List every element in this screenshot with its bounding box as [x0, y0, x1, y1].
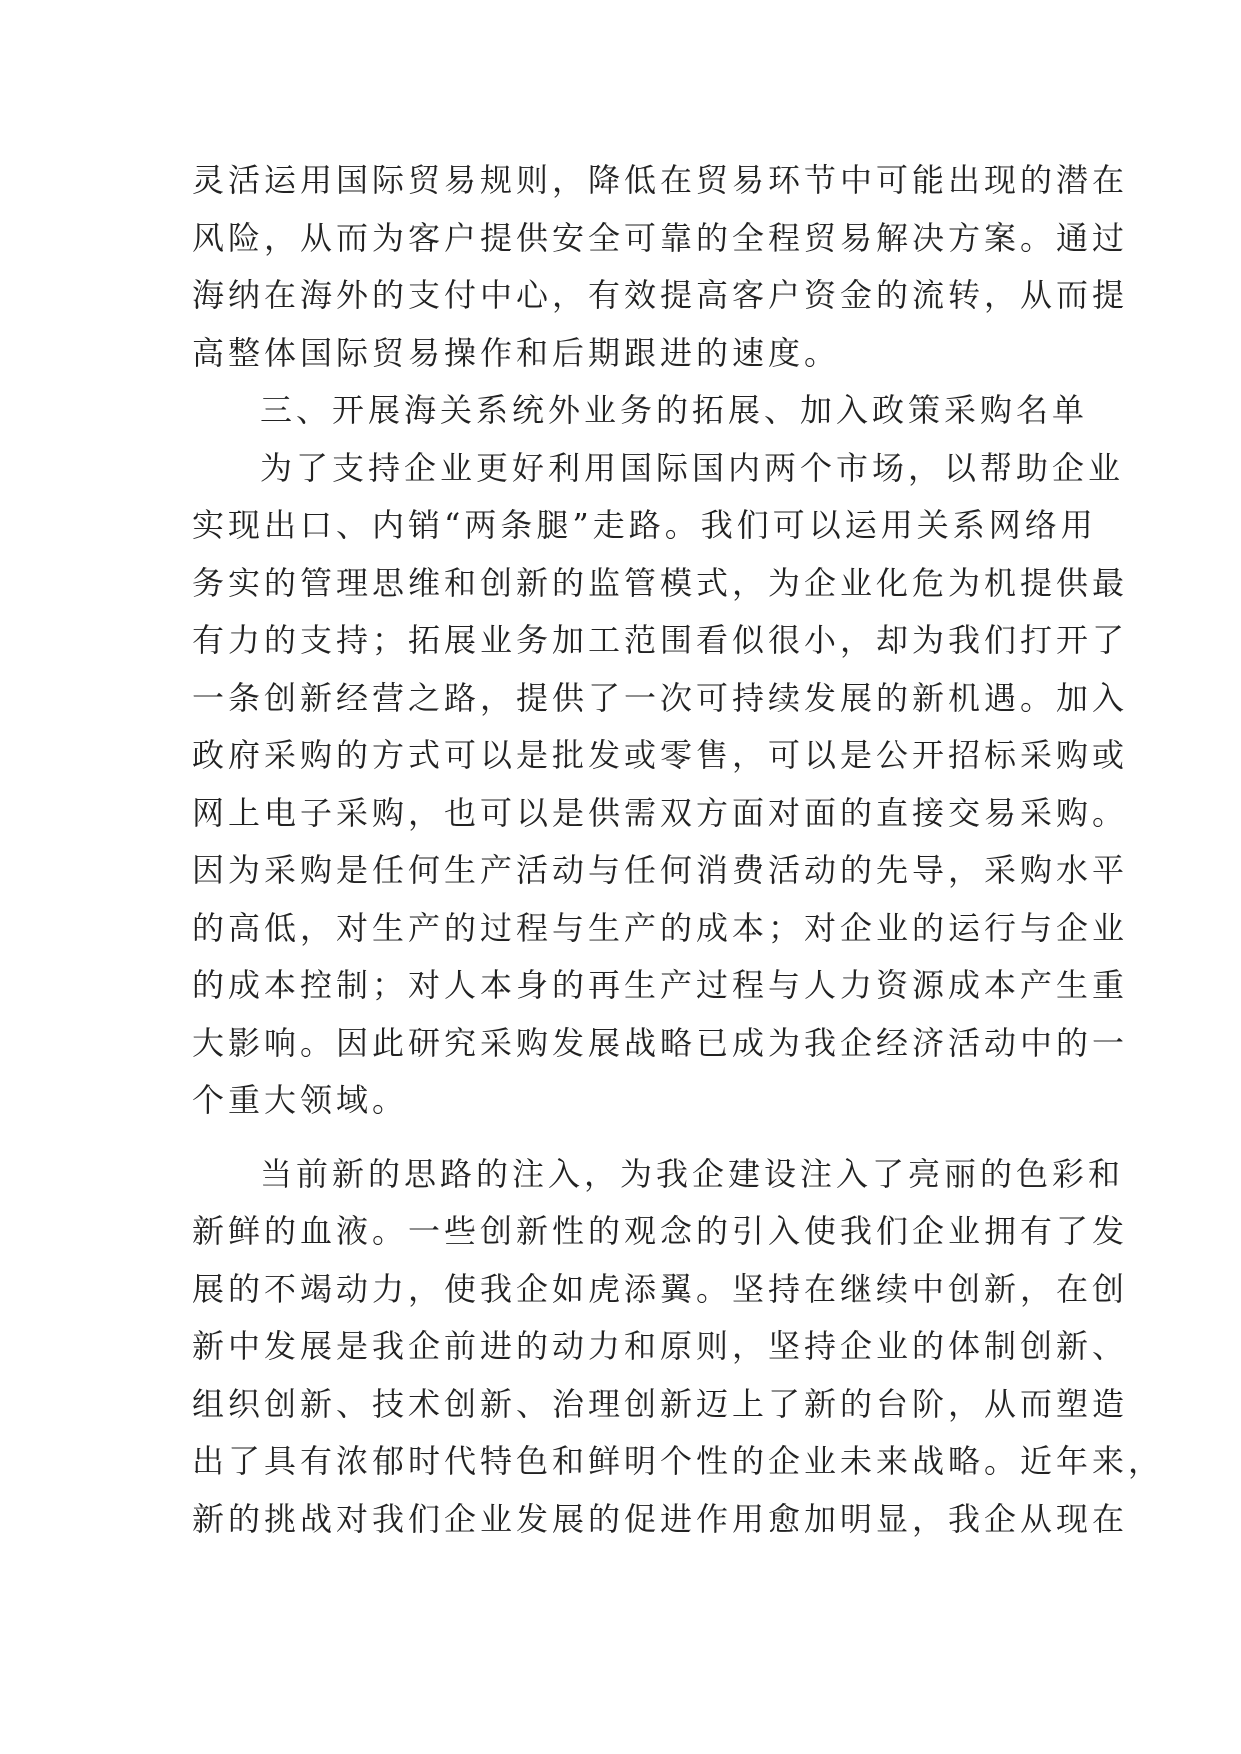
paragraph-line: 大影响。因此研究采购发展战略已成为我企经济活动中的一: [192, 1023, 1129, 1062]
paragraph-line: 为了支持企业更好利用国际国内两个市场，以帮助企业: [260, 448, 1125, 487]
paragraph-line: 高整体国际贸易操作和后期跟进的速度。: [192, 333, 841, 372]
paragraph-line: 海纳在海外的支付中心，有效提高客户资金的流转，从而提: [192, 276, 1129, 314]
paragraph-3: [192, 1146, 1165, 1549]
paragraph-line: 个重大领域。: [192, 1081, 409, 1119]
paragraph-line: 灵活运用国际贸易规则，降低在贸易环节中可能出现的潜在: [192, 161, 1129, 199]
section-heading: 三、开展海关系统外业务的拓展、加入政策采购名单: [260, 391, 1089, 429]
paragraph-line: 的成本控制；对人本身的再生产过程与人力资源成本产生重: [192, 966, 1129, 1004]
document-body: [192, 152, 1165, 1548]
paragraph-spacer: [192, 1130, 1052, 1146]
paragraph-line: 因为采购是任何生产活动与任何消费活动的先导，采购水平: [192, 851, 1129, 889]
paragraph-line: 务实的管理思维和创新的监管模式，为企业化危为机提供最: [192, 563, 1129, 602]
paragraph-line: 网上电子采购，也可以是供需双方面对面的直接交易采购。: [192, 793, 1129, 832]
paragraph-line: 新的挑战对我们企业发展的促进作用愈加明显，我企从现在: [192, 1499, 1129, 1538]
paragraph-line: 风险，从而为客户提供安全可靠的全程贸易解决方案。通过: [192, 218, 1129, 257]
paragraph-line: 当前新的思路的注入，为我企建设注入了亮丽的色彩和: [260, 1154, 1125, 1193]
paragraph-line: 组织创新、技术创新、治理创新迈上了新的台阶，从而塑造: [192, 1384, 1129, 1423]
paragraph-line: 一条创新经营之路，提供了一次可持续发展的新机遇。加入: [192, 678, 1129, 717]
paragraph-line: 出了具有浓郁时代特色和鲜明个性的企业未来战略。近年来，: [192, 1442, 1165, 1480]
paragraph-line: 政府采购的方式可以是批发或零售，可以是公开招标采购或: [192, 736, 1129, 774]
paragraph-line: 实现出口、内销“两条腿”走路。我们可以运用关系网络用: [192, 506, 1097, 544]
paragraph-2: [192, 440, 1129, 1130]
paragraph-line: 有力的支持；拓展业务加工范围看似很小，却为我们打开了: [192, 621, 1129, 659]
paragraph-line: 的高低，对生产的过程与生产的成本；对企业的运行与企业: [192, 908, 1129, 947]
paragraph-1: [192, 152, 1129, 382]
paragraph-line: 展的不竭动力，使我企如虎添翼。坚持在继续中创新，在创: [192, 1269, 1129, 1308]
paragraph-line: 新鲜的血液。一些创新性的观念的引入使我们企业拥有了发: [192, 1212, 1129, 1250]
paragraph-line: 新中发展是我企前进的动力和原则，坚持企业的体制创新、: [192, 1327, 1129, 1365]
